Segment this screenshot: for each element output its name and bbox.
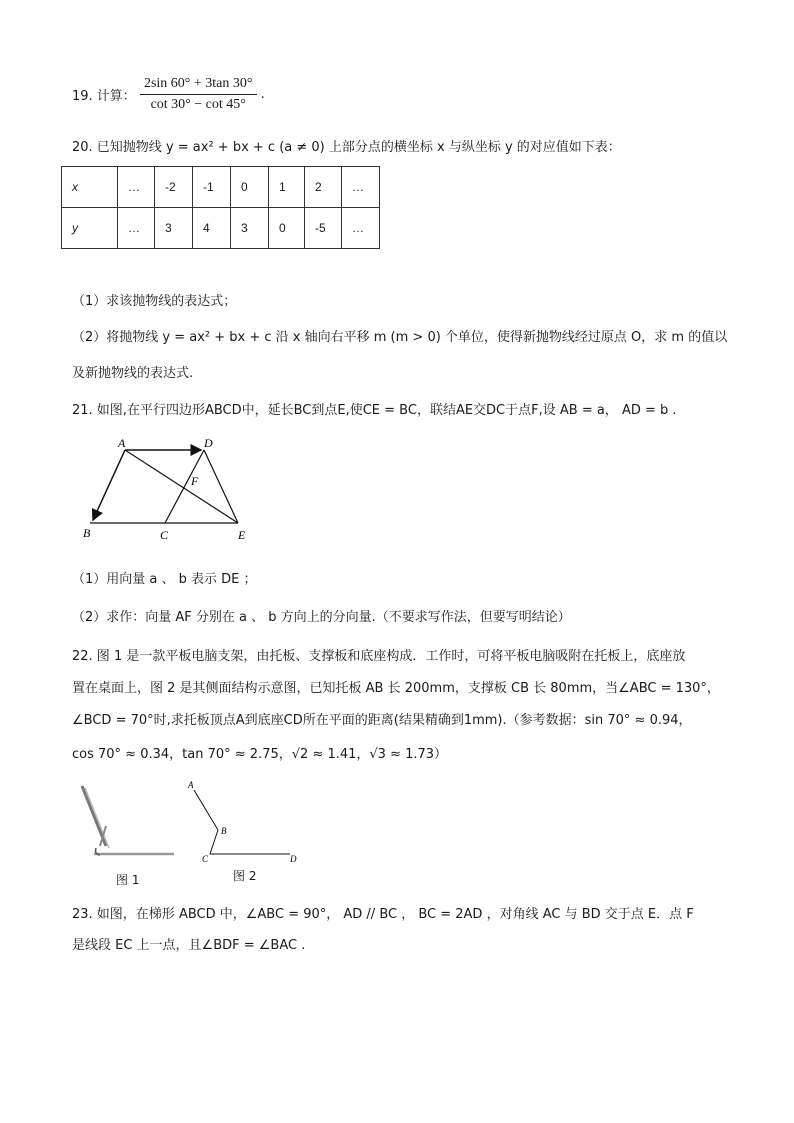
- table-cell: 4: [193, 208, 231, 249]
- q22-figure-1: [76, 782, 176, 862]
- table-cell: -2: [155, 167, 193, 208]
- point-c-label: C: [160, 528, 169, 542]
- segment-bc: [210, 830, 218, 854]
- q21-part1: （1）用向量 a 、 b 表示 DE ；: [72, 572, 257, 587]
- q22-figure-2: [184, 778, 304, 868]
- fig2-point-b-label: B: [221, 826, 227, 836]
- fig2-point-a-label: A: [188, 780, 194, 790]
- q21-part2: （2）求作：向量 AF 分别在 a 、 b 方向上的分向量.（不要求写作法，但要写明结论）: [72, 610, 571, 625]
- q22-figure-1-caption: 图 1: [116, 873, 140, 887]
- q21-stem: 21. 如图,在平行四边形ABCD中，延长BC到点E,使CE = BC，联结AE交DC于点F,设 AB = a， AD = b .: [72, 403, 677, 418]
- tablet-panel-edge: [85, 788, 109, 848]
- table-cell: 3: [231, 208, 269, 249]
- table-cell: …: [342, 208, 380, 249]
- segment-ab: [194, 790, 218, 830]
- point-a-label: A: [118, 436, 126, 450]
- table-cell: 3: [155, 208, 193, 249]
- table-cell: -5: [305, 208, 342, 249]
- vector-ab: [93, 450, 125, 520]
- table-cell: -1: [193, 167, 231, 208]
- q19-fraction: [140, 76, 257, 113]
- q20-part1: （1）求该抛物线的表达式；: [72, 294, 237, 309]
- point-d-label: D: [204, 436, 213, 450]
- table-cell: 0: [231, 167, 269, 208]
- point-f-label: F: [191, 474, 199, 488]
- point-b-label: B: [83, 526, 91, 540]
- q20-value-table: [61, 166, 380, 249]
- q19-numerator: 2sin 60° + 3tan 30°: [140, 76, 257, 95]
- fig2-point-c-label: C: [202, 854, 209, 864]
- q20-stem: 20. 已知抛物线 y = ax² + bx + c (a ≠ 0) 上部分点的横坐标 x 与纵坐标 y 的对应值如下表：: [72, 140, 621, 155]
- q22-figure-2-caption: 图 2: [233, 869, 257, 883]
- point-e-label: E: [238, 528, 246, 542]
- q19-label: 19. 计算：: [72, 89, 136, 104]
- table-cell: …: [118, 167, 155, 208]
- q20-part2-line1: （2）将抛物线 y = ax² + bx + c 沿 x 轴向右平移 m (m > 0) 个单位，使得新抛物线经过原点 O，求 m 的值以: [72, 330, 728, 345]
- q22-line3: ∠BCD = 70°时,求托板顶点A到底座CD所在平面的距离(结果精确到1mm).（参考数据：sin 70° ≈ 0.94，: [72, 713, 692, 728]
- q20-part2-line2: 及新抛物线的表达式.: [72, 366, 194, 381]
- table-cell: x: [62, 167, 118, 208]
- table-cell: 1: [269, 167, 305, 208]
- table-cell: y: [62, 208, 118, 249]
- table-row: [62, 167, 380, 208]
- table-cell: 0: [269, 208, 305, 249]
- table-row: [62, 208, 380, 249]
- q22-line1: 22. 图 1 是一款平板电脑支架，由托板、支撑板和底座构成．工作时，可将平板电脑吸附在托板上，底座放: [72, 649, 686, 664]
- q21-parallelogram-figure: [80, 436, 260, 546]
- q19: [72, 76, 265, 113]
- q23-line2: 是线段 EC 上一点，且∠BDF = ∠BAC .: [72, 938, 306, 953]
- q19-denominator: cot 30° − cot 45°: [150, 97, 246, 112]
- q23-line1: 23. 如图，在梯形 ABCD 中，∠ABC = 90°， AD // BC ， BC = 2AD ，对角线 AC 与 BD 交于点 E．点 F: [72, 907, 694, 922]
- q22-line4: cos 70° ≈ 0.34，tan 70° ≈ 2.75，√2 ≈ 1.41，√3 ≈ 1.73）: [72, 747, 448, 762]
- table-cell: …: [118, 208, 155, 249]
- fig2-point-d-label: D: [290, 854, 297, 864]
- q19-end: .: [260, 87, 265, 102]
- table-cell: …: [342, 167, 380, 208]
- table-cell: 2: [305, 167, 342, 208]
- q22-line2: 置在桌面上，图 2 是其侧面结构示意图，已知托板 AB 长 200mm，支撑板 CB 长 80mm，当∠ABC = 130°，: [72, 681, 720, 696]
